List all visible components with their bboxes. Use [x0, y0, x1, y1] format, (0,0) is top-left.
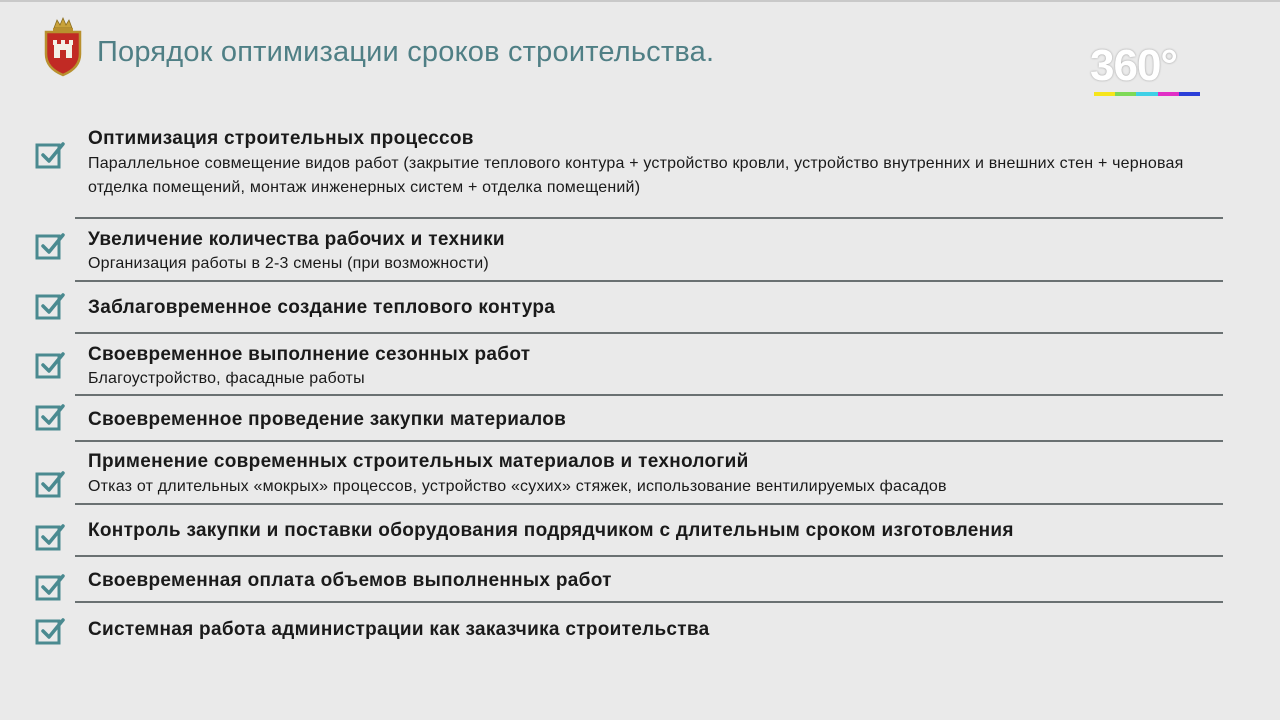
divider	[75, 394, 1223, 396]
item-title: Заблаговременное создание теплового контура	[88, 297, 556, 318]
checkbox-checked-icon	[34, 614, 66, 646]
divider	[75, 440, 1223, 442]
item-title: Своевременная оплата объемов выполненных работ	[88, 570, 612, 591]
checkbox-checked-icon	[34, 229, 66, 261]
checkbox-checked-icon	[34, 289, 66, 321]
divider	[75, 332, 1223, 334]
checkbox-checked-icon	[34, 467, 66, 499]
item-description: Параллельное совмещение видов работ (закрытие теплового контура + устройство кровли, устройство внутренних и внешних стен + черновая отделка помещений, монтаж инженерных систем + отделка помещений)	[88, 155, 1184, 196]
checkbox-checked-icon	[34, 400, 66, 432]
item-title: Увеличение количества рабочих и техники	[88, 229, 505, 250]
checkbox-checked-icon	[34, 138, 66, 170]
checkbox-checked-icon	[34, 520, 66, 552]
slide-title: Порядок оптимизации сроков строительства.	[97, 36, 715, 68]
item-title: Применение современных строительных материалов и технологий	[88, 451, 749, 472]
item-title: Оптимизация строительных процессов	[88, 128, 474, 149]
divider	[75, 280, 1223, 282]
divider	[75, 555, 1223, 557]
divider	[75, 503, 1223, 505]
item-description: Организация работы в 2-3 смены (при возможности)	[88, 255, 489, 272]
divider	[75, 217, 1223, 219]
item-description: Благоустройство, фасадные работы	[88, 370, 365, 387]
item-title: Своевременное выполнение сезонных работ	[88, 344, 531, 365]
channel-logo-text: 360°	[1090, 41, 1178, 90]
checkbox-checked-icon	[34, 348, 66, 380]
item-title: Своевременное проведение закупки материалов	[88, 409, 567, 430]
checkbox-checked-icon	[34, 570, 66, 602]
item-description: Отказ от длительных «мокрых» процессов, устройство «сухих» стяжек, использование вентилируемых фасадов	[88, 478, 947, 495]
item-title: Контроль закупки и поставки оборудования подрядчиком с длительным сроком изготовления	[88, 520, 1014, 541]
item-title: Системная работа администрации как заказчика строительства	[88, 619, 710, 640]
divider	[75, 601, 1223, 603]
